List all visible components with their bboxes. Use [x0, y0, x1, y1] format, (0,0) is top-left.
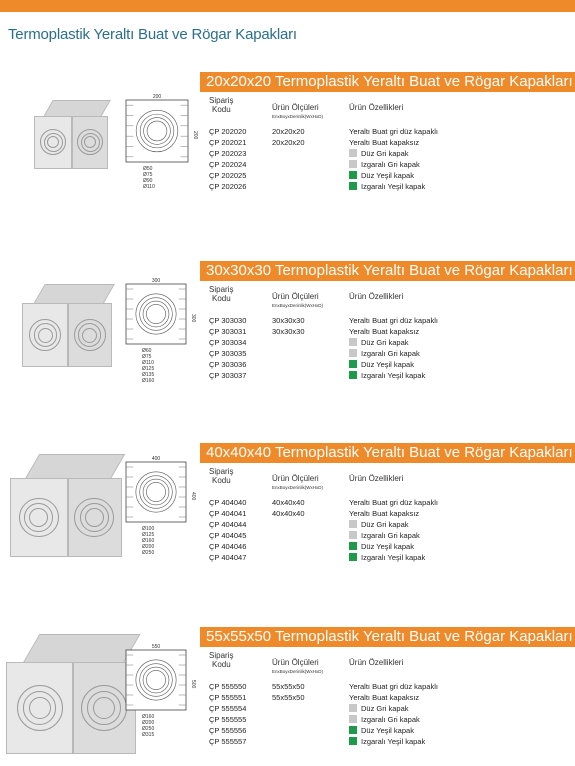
- order-code: ÇP 202023: [209, 149, 247, 158]
- order-code: ÇP 303036: [209, 360, 247, 369]
- header-code-line2: Kodu: [212, 294, 231, 303]
- table-row: [209, 326, 469, 337]
- order-code: ÇP 555555: [209, 715, 247, 724]
- table-row: [209, 681, 469, 692]
- junction-box-image: [6, 634, 136, 760]
- product-feature: [349, 530, 420, 541]
- order-code: ÇP 202020: [209, 127, 247, 136]
- green-swatch: [349, 737, 357, 745]
- header-features: Ürün Özellikleri: [349, 292, 404, 301]
- knockout-ring: [85, 508, 104, 527]
- diameter-label: Ø250: [142, 726, 155, 732]
- product-feature: [349, 348, 420, 359]
- header-code: [209, 285, 233, 303]
- product-feature-text: Düz Gri kapak: [361, 149, 409, 158]
- product-dimensions: 30x30x30: [272, 327, 305, 336]
- diameter-label: Ø110: [142, 360, 154, 366]
- box-lid: [44, 100, 111, 117]
- order-code: ÇP 303031: [209, 327, 247, 336]
- header-code-line2: Kodu: [212, 105, 231, 114]
- product-feature-text: Düz Gri kapak: [361, 704, 409, 713]
- junction-box-image: [22, 284, 112, 371]
- junction-box-image: [10, 454, 122, 562]
- product-feature-text: Yeraltı Buat gri düz kapaklı: [349, 682, 438, 691]
- table-row: [209, 508, 469, 519]
- table-row: [209, 725, 469, 736]
- header-dimensions-sub: EnxBoyxDerinlik(WxHxD): [272, 114, 324, 119]
- drawing-width-label: 550: [151, 644, 161, 650]
- header-dimensions-label: Ürün Ölçüleri: [272, 103, 319, 112]
- order-code: ÇP 555550: [209, 682, 247, 691]
- product-feature: [349, 326, 419, 337]
- table-row: [209, 519, 469, 530]
- section-title: 55x55x50 Termoplastik Yeraltı Buat ve Rögar Kapakları: [200, 627, 575, 647]
- grey-swatch: [349, 704, 357, 712]
- drawing-height-label: 500: [190, 680, 196, 689]
- product-feature: [349, 552, 425, 563]
- technical-drawing: [122, 642, 202, 750]
- product-feature: [349, 714, 420, 725]
- product-feature: [349, 725, 414, 736]
- green-swatch: [349, 542, 357, 550]
- product-feature-text: Izgaralı Gri kapak: [361, 715, 420, 724]
- grey-swatch: [349, 715, 357, 723]
- product-dimensions: 40x40x40: [272, 498, 305, 507]
- table-row: [209, 337, 469, 348]
- header-features: Ürün Özellikleri: [349, 658, 404, 667]
- technical-drawing: [122, 454, 202, 562]
- order-code: ÇP 303035: [209, 349, 247, 358]
- order-code: ÇP 555556: [209, 726, 247, 735]
- diameter-label: Ø160: [142, 714, 155, 720]
- knockout-ring: [29, 697, 51, 719]
- header-dimensions: [272, 474, 323, 492]
- table-row: [209, 497, 469, 508]
- product-table: [209, 651, 469, 761]
- product-dimensions: 55x55x50: [272, 682, 305, 691]
- product-feature: [349, 497, 438, 508]
- order-code: ÇP 404045: [209, 531, 247, 540]
- drawing-outline: [126, 462, 186, 522]
- table-row: [209, 315, 469, 326]
- diameter-label: Ø50: [143, 166, 153, 172]
- product-feature-text: Düz Gri kapak: [361, 338, 409, 347]
- header-dimensions-label: Ürün Ölçüleri: [272, 292, 319, 301]
- header-code-line1: Sipariş: [209, 96, 234, 105]
- product-feature-text: Düz Yeşil kapak: [361, 360, 414, 369]
- order-code: ÇP 404041: [209, 509, 247, 518]
- drawing-outline: [126, 100, 188, 162]
- header-dimensions: [272, 658, 323, 676]
- order-code: ÇP 555554: [209, 704, 247, 713]
- product-feature-text: Izgaralı Gri kapak: [361, 349, 420, 358]
- order-code: ÇP 404040: [209, 498, 247, 507]
- product-feature: [349, 736, 425, 747]
- product-feature-text: Yeraltı Buat gri düz kapaklı: [349, 127, 438, 136]
- table-row: [209, 736, 469, 747]
- table-row: [209, 692, 469, 703]
- product-feature: [349, 359, 414, 370]
- product-dimensions: 20x20x20: [272, 138, 305, 147]
- product-feature: [349, 370, 425, 381]
- diameter-label: Ø200: [142, 544, 155, 550]
- product-feature-text: Yeraltı Buat kapaksız: [349, 327, 420, 336]
- product-table: [209, 467, 469, 577]
- drawing-width-label: 200: [152, 94, 162, 100]
- table-row: [209, 552, 469, 563]
- product-feature-text: Yeraltı Buat gri düz kapaklı: [349, 316, 438, 325]
- order-code: ÇP 404047: [209, 553, 247, 562]
- diameter-label: Ø160: [142, 538, 155, 544]
- header-dimensions-sub: EnxBoyxDerinlik(WxHxD): [272, 485, 324, 490]
- diameter-label: Ø250: [142, 550, 155, 556]
- product-feature: [349, 337, 409, 348]
- product-dimensions: 55x55x50: [272, 693, 305, 702]
- header-dimensions: [272, 103, 323, 121]
- green-swatch: [349, 553, 357, 561]
- diameter-label: Ø75: [142, 354, 152, 360]
- box-lid: [24, 454, 125, 479]
- top-accent-bar: [0, 0, 575, 12]
- header-code: [209, 467, 233, 485]
- product-feature-text: Düz Gri kapak: [361, 520, 409, 529]
- header-code: [209, 651, 233, 669]
- table-row: [209, 359, 469, 370]
- table-row: [209, 541, 469, 552]
- product-feature: [349, 519, 409, 530]
- diameter-label: Ø100: [142, 526, 155, 532]
- table-row: [209, 170, 469, 181]
- diameter-label: Ø110: [143, 184, 155, 190]
- drawing-height-label: 200: [192, 131, 198, 140]
- product-feature: [349, 137, 419, 148]
- product-feature-text: Yeraltı Buat gri düz kapaklı: [349, 498, 438, 507]
- header-code: [209, 96, 233, 114]
- header-dimensions: [272, 292, 323, 310]
- header-features: Ürün Özellikleri: [349, 103, 404, 112]
- header-code-line1: Sipariş: [209, 467, 234, 476]
- header-dimensions-label: Ürün Ölçüleri: [272, 474, 319, 483]
- product-feature-text: Yeraltı Buat kapaksız: [349, 693, 420, 702]
- product-feature-text: Düz Yeşil kapak: [361, 542, 414, 551]
- product-dimensions: 30x30x30: [272, 316, 305, 325]
- table-row: [209, 703, 469, 714]
- grey-swatch: [349, 520, 357, 528]
- order-code: ÇP 555551: [209, 693, 247, 702]
- product-feature-text: Izgaralı Yeşil kapak: [361, 182, 426, 191]
- order-code: ÇP 303037: [209, 371, 247, 380]
- green-swatch: [349, 171, 357, 179]
- box-lid: [34, 284, 115, 304]
- diameter-label: Ø160: [142, 378, 155, 384]
- product-table: [209, 96, 469, 206]
- grey-swatch: [349, 338, 357, 346]
- product-feature: [349, 508, 419, 519]
- diameter-label: Ø90: [143, 178, 153, 184]
- product-feature-text: Düz Yeşil kapak: [361, 171, 414, 180]
- drawing-outline: [126, 284, 186, 344]
- product-feature-text: Izgaralı Yeşil kapak: [361, 553, 426, 562]
- product-feature-text: Izgaralı Gri kapak: [361, 160, 420, 169]
- header-dimensions-sub: EnxBoyxDerinlik(WxHxD): [272, 303, 324, 308]
- table-row: [209, 137, 469, 148]
- drawing-width-label: 400: [151, 456, 161, 462]
- product-feature-text: Yeraltı Buat kapaksız: [349, 509, 420, 518]
- section-title: 20x20x20 Termoplastik Yeraltı Buat ve Rögar Kapakları: [200, 72, 575, 92]
- product-feature: [349, 692, 419, 703]
- order-code: ÇP 303034: [209, 338, 247, 347]
- header-dimensions-label: Ürün Ölçüleri: [272, 658, 319, 667]
- technical-drawing: [122, 276, 202, 384]
- junction-box-image: [34, 100, 108, 172]
- order-code: ÇP 404046: [209, 542, 247, 551]
- product-feature-text: Izgaralı Yeşil kapak: [361, 371, 426, 380]
- knockout-ring: [38, 328, 53, 343]
- product-feature-text: Izgaralı Gri kapak: [361, 531, 420, 540]
- green-swatch: [349, 182, 357, 190]
- header-dimensions-sub: EnxBoyxDerinlik(WxHxD): [272, 669, 324, 674]
- header-code-line2: Kodu: [212, 476, 231, 485]
- header-code-line2: Kodu: [212, 660, 231, 669]
- knockout-ring: [93, 697, 115, 719]
- table-row: [209, 370, 469, 381]
- header-code-line1: Sipariş: [209, 285, 234, 294]
- drawing-width-label: 300: [151, 278, 161, 284]
- product-feature: [349, 315, 438, 326]
- product-feature: [349, 541, 414, 552]
- table-row: [209, 530, 469, 541]
- grey-swatch: [349, 349, 357, 357]
- product-dimensions: 20x20x20: [272, 127, 305, 136]
- product-feature: [349, 126, 438, 137]
- section-title: 30x30x30 Termoplastik Yeraltı Buat ve Rögar Kapakları: [200, 261, 575, 281]
- product-feature-text: Düz Yeşil kapak: [361, 726, 414, 735]
- diameter-label: Ø135: [142, 372, 155, 378]
- product-feature: [349, 170, 414, 181]
- diameter-label: Ø125: [142, 366, 155, 372]
- green-swatch: [349, 371, 357, 379]
- order-code: ÇP 202025: [209, 171, 247, 180]
- order-code: ÇP 202026: [209, 182, 247, 191]
- product-feature: [349, 681, 438, 692]
- table-row: [209, 714, 469, 725]
- table-row: [209, 181, 469, 192]
- table-row: [209, 126, 469, 137]
- diameter-label: Ø125: [142, 532, 155, 538]
- grey-swatch: [349, 160, 357, 168]
- green-swatch: [349, 360, 357, 368]
- knockout-ring: [82, 328, 97, 343]
- drawing-height-label: 400: [190, 492, 196, 501]
- product-feature: [349, 181, 425, 192]
- order-code: ÇP 303030: [209, 316, 247, 325]
- product-feature-text: Yeraltı Buat kapaksız: [349, 138, 420, 147]
- header-code-line1: Sipariş: [209, 651, 234, 660]
- order-code: ÇP 202024: [209, 160, 247, 169]
- order-code: ÇP 555557: [209, 737, 247, 746]
- technical-drawing: [122, 92, 204, 202]
- grey-swatch: [349, 531, 357, 539]
- table-row: [209, 348, 469, 359]
- header-features: Ürün Özellikleri: [349, 474, 404, 483]
- diameter-label: Ø200: [142, 720, 155, 726]
- product-feature: [349, 148, 409, 159]
- product-feature: [349, 159, 420, 170]
- green-swatch: [349, 726, 357, 734]
- diameter-label: Ø315: [142, 732, 155, 738]
- grey-swatch: [349, 149, 357, 157]
- table-row: [209, 148, 469, 159]
- section-title: 40x40x40 Termoplastik Yeraltı Buat ve Rögar Kapakları: [200, 443, 575, 463]
- product-dimensions: 40x40x40: [272, 509, 305, 518]
- product-feature-text: Izgaralı Yeşil kapak: [361, 737, 426, 746]
- order-code: ÇP 202021: [209, 138, 247, 147]
- order-code: ÇP 404044: [209, 520, 247, 529]
- drawing-outline: [126, 650, 186, 710]
- page-title: Termoplastik Yeraltı Buat ve Rögar Kapakları: [8, 26, 297, 43]
- diameter-label: Ø75: [143, 172, 153, 178]
- diameter-label: Ø60: [142, 348, 152, 354]
- product-feature: [349, 703, 409, 714]
- table-row: [209, 159, 469, 170]
- product-table: [209, 285, 469, 395]
- drawing-height-label: 300: [190, 314, 196, 323]
- knockout-ring: [29, 508, 48, 527]
